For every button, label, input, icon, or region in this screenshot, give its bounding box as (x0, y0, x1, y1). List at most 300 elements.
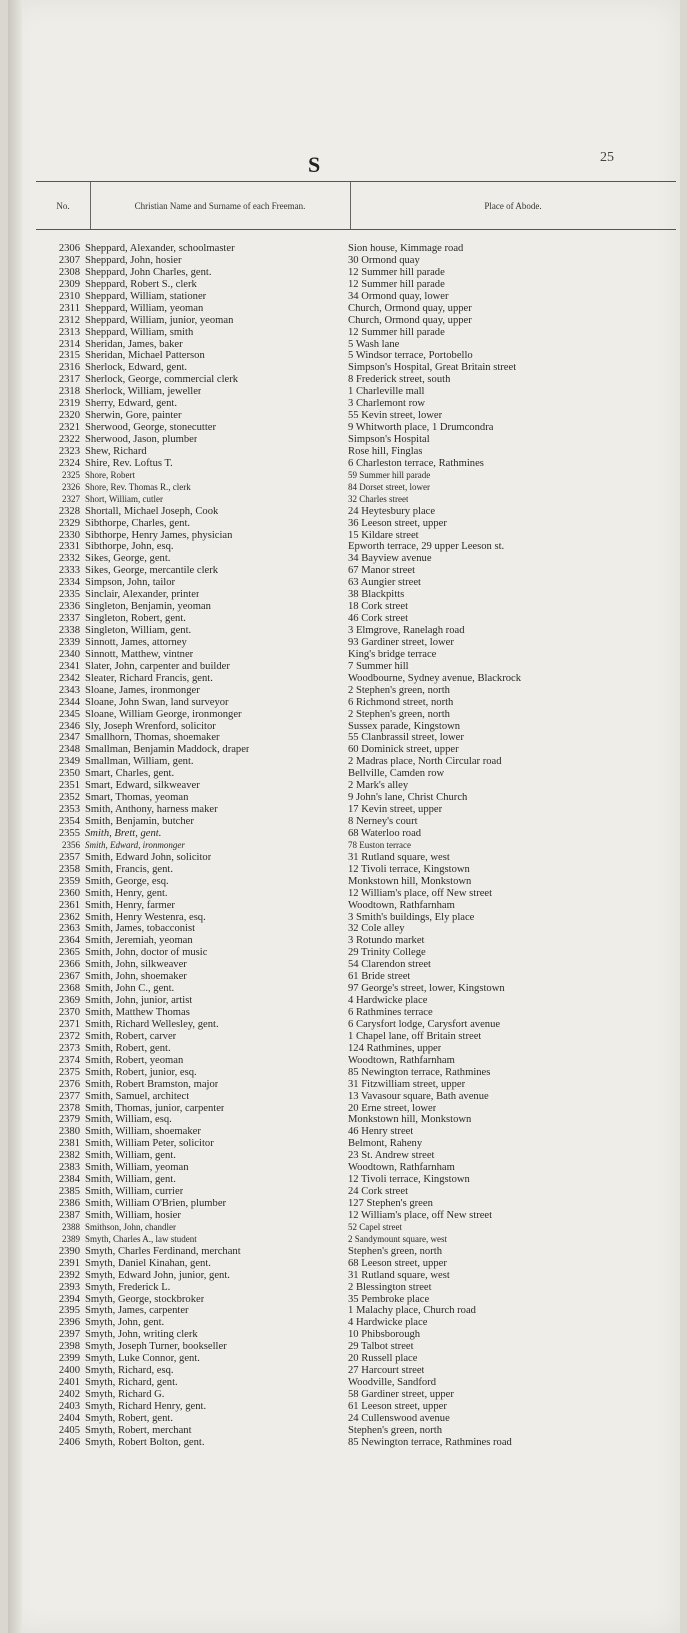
list-item (36, 1138, 676, 1150)
page-fold-shadow (8, 0, 22, 1633)
entry-name: Smyth, Daniel Kinahan, gent. (85, 1257, 211, 1269)
entry-number: 2366 (58, 959, 80, 971)
entry-number: 2308 (58, 266, 80, 278)
entry-name: Sheppard, William, junior, yeoman (85, 314, 234, 326)
list-item (36, 780, 676, 792)
list-item (36, 1019, 676, 1031)
entry-name: Smith, William, shoemaker (85, 1126, 201, 1138)
entry-abode: 55 Clanbrassil street, lower (348, 732, 464, 744)
entry-number: 2398 (58, 1341, 80, 1353)
entry-name: Smith, Brett, gent. (85, 827, 162, 839)
entry-abode: 34 Bayview avenue (348, 553, 432, 565)
entry-abode: 1 Chapel lane, off Britain street (348, 1030, 482, 1042)
entry-number: 2320 (58, 410, 80, 422)
entry-number: 2350 (58, 768, 80, 780)
entry-number: 2406 (58, 1436, 80, 1448)
entry-number: 2392 (58, 1269, 80, 1281)
entry-number: 2345 (58, 708, 80, 720)
entry-name: Smith, Henry, farmer (85, 899, 175, 911)
entry-number: 2397 (58, 1329, 80, 1341)
list-item (36, 1055, 676, 1067)
entry-abode: Stephen's green, north (348, 1424, 442, 1436)
entry-abode: 38 Blackpitts (348, 589, 405, 601)
entry-abode: 23 St. Andrew street (348, 1150, 435, 1162)
entry-number: 2399 (58, 1353, 80, 1365)
entry-number: 2323 (58, 445, 80, 457)
entry-number: 2387 (58, 1209, 80, 1221)
entry-name: Sherry, Edward, gent. (85, 398, 177, 410)
entry-number: 2313 (58, 326, 80, 338)
entry-name: Sherwin, Gore, painter (85, 410, 182, 422)
entry-abode: 84 Dorset street, lower (348, 481, 430, 492)
entry-name: Smith, William, gent. (85, 1150, 176, 1162)
entry-abode: 3 Rotundo market (348, 935, 425, 947)
entry-name: Smith, Henry Westenra, esq. (85, 911, 206, 923)
entry-abode: 6 Carysfort lodge, Carysfort avenue (348, 1018, 501, 1030)
entry-abode: 61 Leeson street, upper (348, 1400, 447, 1412)
entry-number: 2364 (58, 935, 80, 947)
entry-number: 2334 (58, 577, 80, 589)
list-item (36, 1389, 676, 1401)
entry-number: 2336 (58, 601, 80, 613)
entry-abode: 24 Cork street (348, 1186, 409, 1198)
entry-name: Smith, Benjamin, butcher (85, 816, 194, 827)
list-item (36, 1425, 676, 1437)
list-item (36, 1317, 676, 1329)
list-item (36, 995, 676, 1007)
entry-abode: 35 Pembroke place (348, 1293, 430, 1305)
entry-number: 2319 (58, 398, 80, 410)
entry-name: Shortall, Michael Joseph, Cook (85, 505, 219, 517)
list-item (36, 852, 676, 864)
entry-number: 2401 (58, 1377, 80, 1389)
entry-number: 2365 (58, 947, 80, 959)
list-item (36, 1043, 676, 1055)
entry-name: Sibthorpe, Charles, gent. (85, 517, 191, 529)
entry-number: 2340 (58, 648, 80, 660)
list-item (36, 1031, 676, 1043)
entry-name: Singleton, William, gent. (85, 625, 192, 636)
entry-abode: 36 Leeson street, upper (348, 517, 447, 529)
section-letter: S (308, 152, 321, 177)
entry-number: 2349 (58, 756, 80, 768)
entry-number: 2354 (58, 816, 80, 827)
entry-abode: 2 Madras place, North Circular road (348, 756, 502, 768)
list-item (36, 1377, 676, 1389)
list-item (36, 470, 676, 482)
entry-name: Shore, Robert (85, 469, 135, 480)
entry-name: Smyth, Richard, gent. (85, 1377, 178, 1389)
entry-name: Smyth, Charles Ferdinand, merchant (85, 1245, 241, 1257)
entry-abode: 18 Cork street (348, 601, 409, 613)
list-item (36, 374, 676, 386)
entry-number: 2355 (58, 827, 80, 839)
entry-abode: 127 Stephen's green (348, 1198, 433, 1209)
entry-number: 2325 (62, 469, 80, 480)
entry-name: Sheppard, William, yeoman (85, 302, 204, 314)
entry-abode: 31 Fitzwilliam street, upper (348, 1078, 466, 1090)
header-name: Christian Name and Surname of each Freeman. (90, 182, 351, 229)
entry-name: Smith, John, doctor of music (85, 947, 208, 959)
entry-number: 2311 (59, 302, 80, 314)
list-item (36, 1222, 676, 1234)
entry-name: Smith, Jeremiah, yeoman (85, 935, 193, 947)
entry-name: Sherwood, Jason, plumber (85, 434, 198, 445)
entry-number: 2327 (62, 493, 80, 504)
list-item (36, 518, 676, 530)
entry-abode: Bellville, Camden row (348, 768, 445, 780)
entry-name: Shire, Rev. Loftus T. (85, 457, 173, 469)
entry-number: 2315 (58, 350, 80, 362)
entry-abode: 12 Summer hill parade (348, 326, 445, 338)
list-item (36, 1437, 676, 1449)
entry-name: Smyth, James, carpenter (85, 1305, 189, 1317)
entry-abode: Church, Ormond quay, upper (348, 302, 472, 314)
entry-name: Smith, James, tobacconist (85, 923, 196, 935)
entry-number: 2402 (58, 1389, 80, 1400)
entry-abode: Woodville, Sandford (348, 1377, 437, 1389)
entry-abode: 12 Summer hill parade (348, 278, 445, 290)
entry-name: Slater, John, carpenter and builder (85, 660, 230, 672)
list-item (36, 1353, 676, 1365)
entry-abode: 17 Kevin street, upper (348, 804, 443, 816)
entry-name: Smith, Robert, carver (85, 1030, 177, 1042)
entry-abode: Sion house, Kimmage road (348, 243, 464, 254)
entry-abode: 29 Trinity College (348, 947, 426, 959)
list-item (36, 1270, 676, 1282)
entry-abode: 12 Tivoli terrace, Kingstown (348, 1174, 470, 1186)
entry-name: Sly, Joseph Wrenford, solicitor (85, 720, 216, 732)
list-item (36, 685, 676, 697)
entry-number: 2382 (58, 1150, 80, 1162)
entry-name: Sheppard, William, smith (85, 326, 194, 338)
list-item (36, 828, 676, 840)
entry-name: Smith, Thomas, junior, carpenter (85, 1102, 225, 1114)
list-item (36, 506, 676, 518)
entry-name: Sherwood, George, stonecutter (85, 422, 217, 434)
entry-abode: Monkstown hill, Monkstown (348, 1114, 472, 1126)
entry-number: 2326 (62, 481, 80, 492)
list-item (36, 625, 676, 637)
entry-name: Sloane, John Swan, land surveyor (85, 696, 229, 708)
page-number: 25 (600, 150, 614, 165)
entry-number: 2310 (58, 290, 80, 302)
entry-name: Smallman, William, gent. (85, 756, 194, 768)
entry-name: Sheridan, James, baker (85, 338, 183, 350)
entry-abode: 7 Summer hill (348, 660, 409, 672)
entry-abode: 20 Erne street, lower (348, 1102, 437, 1114)
list-item (36, 243, 676, 255)
entry-name: Smith, Robert Bramston, major (85, 1078, 219, 1090)
list-item (36, 541, 676, 553)
entry-name: Shew, Richard (85, 445, 147, 457)
list-item (36, 1079, 676, 1091)
entry-number: 2358 (58, 863, 80, 875)
entry-name: Smart, Thomas, yeoman (85, 792, 189, 804)
list-item (36, 661, 676, 673)
entry-number: 2329 (58, 517, 80, 529)
entry-number: 2383 (58, 1162, 80, 1174)
entry-abode: 31 Rutland square, west (348, 1269, 450, 1281)
entry-number: 2377 (58, 1090, 80, 1102)
entry-name: Smallhorn, Thomas, shoemaker (85, 732, 220, 744)
list-item (36, 1114, 676, 1126)
list-item (36, 1103, 676, 1115)
list-item (36, 1210, 676, 1222)
entry-number: 2373 (58, 1042, 80, 1054)
list-item (36, 649, 676, 661)
entry-abode: 1 Charleville mall (348, 386, 425, 398)
entry-name: Smith, Anthony, harness maker (85, 804, 218, 816)
entry-number: 2384 (58, 1174, 80, 1186)
entry-number: 2394 (58, 1293, 80, 1305)
entry-number: 2330 (58, 529, 80, 541)
entry-number: 2371 (58, 1018, 80, 1030)
entry-name: Smith, Samuel, architect (85, 1090, 190, 1102)
entry-name: Simpson, John, tailor (85, 577, 176, 589)
entry-name: Sherlock, Edward, gent. (85, 362, 188, 374)
entry-name: Sikes, George, gent. (85, 553, 171, 565)
entry-number: 2356 (62, 839, 80, 850)
entry-abode: 2 Sandymount square, west (348, 1233, 447, 1244)
entry-abode: 2 Mark's alley (348, 780, 409, 792)
entry-abode: Woodtown, Rathfarnham (348, 1162, 455, 1174)
list-item (36, 589, 676, 601)
list-item (36, 494, 676, 506)
entry-abode: 8 Frederick street, south (348, 374, 451, 386)
entry-name: Smith, John, junior, artist (85, 995, 193, 1007)
list-item (36, 1258, 676, 1270)
list-item (36, 530, 676, 542)
entry-name: Smith, Henry, gent. (85, 887, 168, 899)
entry-number: 2357 (58, 851, 80, 863)
entry-number: 2361 (58, 899, 80, 911)
entry-name: Sheppard, John Charles, gent. (85, 266, 212, 278)
entry-abode: 24 Cullenswood avenue (348, 1412, 450, 1424)
entry-number: 2403 (58, 1400, 80, 1412)
entry-number: 2333 (58, 565, 80, 577)
entry-name: Smith, Richard Wellesley, gent. (85, 1018, 219, 1030)
list-item (36, 792, 676, 804)
entry-number: 2386 (58, 1198, 80, 1209)
entry-name: Smith, Edward John, solicitor (85, 851, 212, 863)
entry-name: Sikes, George, mercantile clerk (85, 565, 219, 577)
entry-abode: 60 Dominick street, upper (348, 744, 459, 756)
entry-abode: 6 Richmond street, north (348, 696, 454, 708)
list-item (36, 1067, 676, 1079)
entry-number: 2363 (58, 923, 80, 935)
entry-name: Smyth, George, stockbroker (85, 1293, 205, 1305)
entry-number: 2369 (58, 995, 80, 1007)
entry-abode: 68 Waterloo road (348, 827, 422, 839)
list-item (36, 577, 676, 589)
list-item (36, 410, 676, 422)
entry-number: 2312 (58, 314, 80, 326)
entry-number: 2360 (58, 887, 80, 899)
entry-number: 2391 (58, 1257, 80, 1269)
entry-number: 2389 (62, 1233, 80, 1244)
entry-abode: 9 John's lane, Christ Church (348, 792, 468, 804)
entry-name: Sinclair, Alexander, printer (85, 589, 200, 601)
entry-number: 2378 (58, 1102, 80, 1114)
entry-name: Smith, Robert, yeoman (85, 1054, 184, 1066)
entry-abode: 5 Wash lane (348, 338, 400, 350)
entry-name: Smallman, Benjamin Maddock, draper (85, 744, 250, 756)
list-item (36, 446, 676, 458)
list-item (36, 1186, 676, 1198)
entry-number: 2362 (58, 911, 80, 923)
list-item (36, 1341, 676, 1353)
list-item (36, 279, 676, 291)
list-item (36, 482, 676, 494)
list-item (36, 398, 676, 410)
list-item (36, 1401, 676, 1413)
entry-name: Smyth, Richard Henry, gent. (85, 1400, 207, 1412)
entry-number: 2353 (58, 804, 80, 816)
entry-name: Smyth, Richard, esq. (85, 1365, 174, 1377)
list-item (36, 1329, 676, 1341)
entry-abode: Woodbourne, Sydney avenue, Blackrock (348, 672, 522, 684)
list-item (36, 1234, 676, 1246)
list-item (36, 959, 676, 971)
entry-abode: 8 Nerney's court (348, 816, 418, 827)
entry-number: 2379 (58, 1114, 80, 1126)
entry-number: 2374 (58, 1054, 80, 1066)
entry-abode: 59 Summer hill parade (348, 469, 431, 480)
list-item (36, 768, 676, 780)
entry-abode: 12 William's place, off New street (348, 887, 493, 899)
entry-number: 2367 (58, 971, 80, 983)
list-item (36, 971, 676, 983)
entry-abode: 27 Harcourt street (348, 1365, 425, 1377)
list-item (36, 721, 676, 733)
entry-name: Smith, Robert, junior, esq. (85, 1066, 197, 1078)
entry-number: 2322 (58, 434, 80, 445)
entry-number: 2393 (58, 1281, 80, 1293)
entry-name: Sheppard, William, stationer (85, 290, 207, 302)
list-item (36, 315, 676, 327)
entry-abode: Woodtown, Rathfarnham (348, 899, 455, 911)
entry-abode: Church, Ormond quay, upper (348, 314, 472, 326)
list-item (36, 565, 676, 577)
entry-abode: King's bridge terrace (348, 648, 437, 660)
entry-name: Smyth, Richard G. (85, 1389, 165, 1400)
entry-abode: 68 Leeson street, upper (348, 1257, 447, 1269)
entry-abode: 32 Charles street (348, 493, 409, 504)
list-item (36, 840, 676, 852)
entry-abode: 6 Charleston terrace, Rathmines (348, 457, 484, 469)
entry-abode: 24 Heytesbury place (348, 505, 436, 517)
document-page (8, 0, 680, 1633)
entry-name: Smith, Matthew Thomas (85, 1007, 190, 1018)
entry-name: Singleton, Robert, gent. (85, 613, 186, 625)
entry-abode: 78 Euston terrace (348, 839, 411, 850)
entry-name: Smithson, John, chandler (85, 1221, 176, 1232)
list-item (36, 350, 676, 362)
entry-name: Smith, Robert, gent. (85, 1042, 171, 1054)
entry-abode: 58 Gardiner street, upper (348, 1389, 454, 1400)
entry-abode: 46 Henry street (348, 1126, 414, 1138)
entry-abode: 13 Vavasour square, Bath avenue (348, 1090, 489, 1102)
list-item (36, 1091, 676, 1103)
entry-name: Smith, William Peter, solicitor (85, 1138, 214, 1150)
entry-name: Sloane, James, ironmonger (85, 684, 200, 696)
entry-number: 2390 (58, 1245, 80, 1257)
entry-abode: 3 Smith's buildings, Ely place (348, 911, 475, 923)
entry-number: 2381 (58, 1138, 80, 1150)
entry-abode: 63 Aungier street (348, 577, 421, 589)
entry-abode: 31 Rutland square, west (348, 851, 450, 863)
entry-number: 2404 (58, 1412, 80, 1424)
entry-number: 2318 (58, 386, 80, 398)
entry-abode: 32 Cole alley (348, 923, 405, 935)
entry-number: 2338 (58, 625, 80, 636)
entry-number: 2352 (58, 792, 80, 804)
entry-abode: 67 Manor street (348, 565, 416, 577)
list-item (36, 947, 676, 959)
entry-abode: Epworth terrace, 29 upper Leeson st. (348, 541, 505, 553)
entry-number: 2317 (58, 374, 80, 386)
entry-abode: 46 Cork street (348, 613, 409, 625)
entry-name: Smart, Charles, gent. (85, 768, 175, 780)
list-item (36, 386, 676, 398)
freeman-list (36, 243, 676, 1449)
list-item (36, 1246, 676, 1258)
entry-number: 2388 (62, 1221, 80, 1232)
list-item (36, 744, 676, 756)
entry-abode: 52 Capel street (348, 1221, 402, 1232)
entry-abode: 30 Ormond quay (348, 254, 420, 266)
entry-name: Smith, William, hosier (85, 1209, 181, 1221)
entry-number: 2385 (58, 1186, 80, 1198)
entry-name: Smyth, Joseph Turner, bookseller (85, 1341, 227, 1353)
entry-number: 2328 (58, 505, 80, 517)
entry-name: Sheridan, Michael Patterson (85, 350, 205, 362)
list-item (36, 434, 676, 446)
entry-abode: Simpson's Hospital (348, 434, 430, 445)
entry-name: Sheppard, Robert S., clerk (85, 278, 197, 290)
entry-number: 2314 (58, 338, 80, 350)
list-item (36, 1198, 676, 1210)
entry-number: 2351 (58, 780, 80, 792)
list-item (36, 637, 676, 649)
entry-abode: 85 Newington terrace, Rathmines (348, 1066, 491, 1078)
list-item (36, 912, 676, 924)
list-item (36, 291, 676, 303)
entry-abode: 85 Newington terrace, Rathmines road (348, 1436, 512, 1448)
entry-abode: 29 Talbot street (348, 1341, 414, 1353)
list-item (36, 1294, 676, 1306)
list-item (36, 1174, 676, 1186)
entry-name: Shore, Rev. Thomas R., clerk (85, 481, 191, 492)
entry-abode: 93 Gardiner street, lower (348, 636, 454, 648)
list-item (36, 601, 676, 613)
entry-number: 2376 (58, 1078, 80, 1090)
entry-number: 2343 (58, 684, 80, 696)
entry-number: 2332 (58, 553, 80, 565)
entry-name: Sheppard, Alexander, schoolmaster (85, 243, 235, 254)
entry-number: 2368 (58, 983, 80, 995)
list-item (36, 1162, 676, 1174)
entry-abode: Simpson's Hospital, Great Britain street (348, 362, 517, 374)
entry-abode: 124 Rathmines, upper (348, 1042, 442, 1054)
entry-name: Sleater, Richard Francis, gent. (85, 672, 213, 684)
entry-number: 2339 (58, 636, 80, 648)
entry-abode: 12 Summer hill parade (348, 266, 445, 278)
list-item (36, 816, 676, 828)
entry-name: Smyth, Robert, merchant (85, 1424, 192, 1436)
entry-number: 2372 (58, 1030, 80, 1042)
